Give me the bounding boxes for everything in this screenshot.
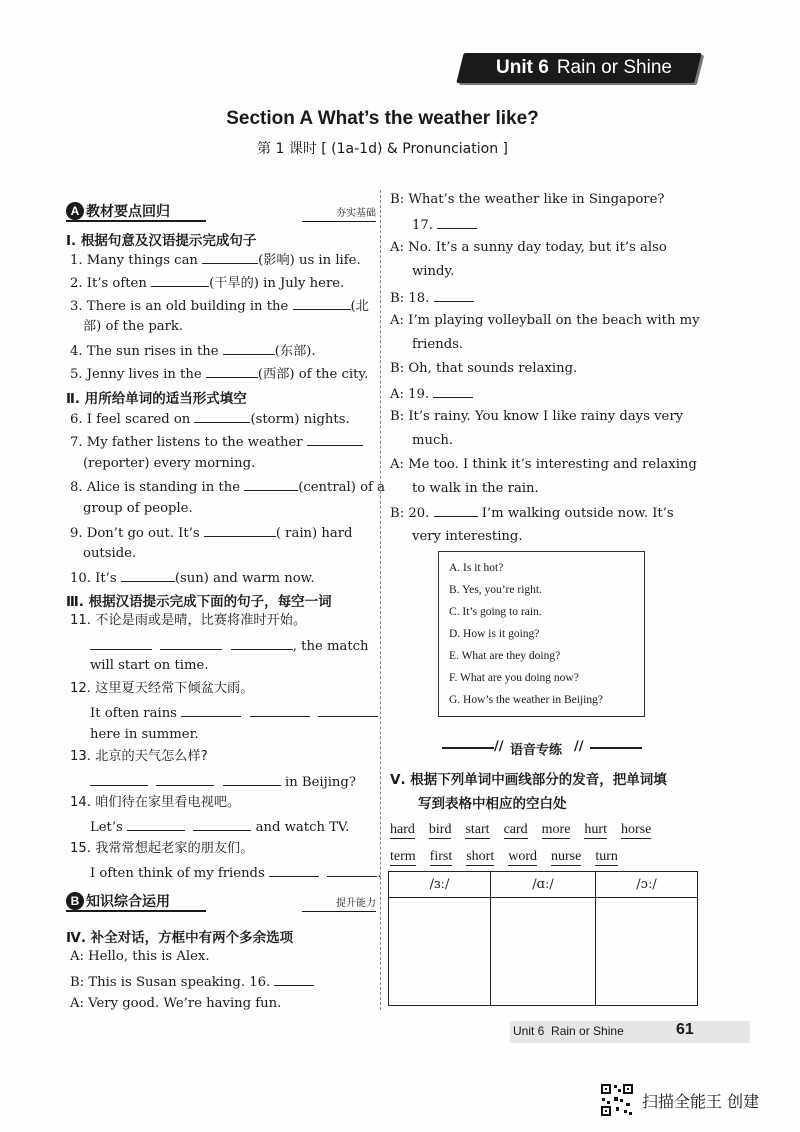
word-row-2 [390, 845, 632, 866]
dialogue-line-10: B: It’s rainy. You know I like rainy days very [390, 409, 684, 424]
dialogue-line-12-cont: very interesting. [412, 529, 523, 544]
section-2-heading: Ⅱ. 用所给单词的适当形式填空 [66, 391, 247, 407]
word: word [508, 849, 537, 864]
dialogue-line-5-cont: windy. [412, 264, 455, 279]
section-4-heading: Ⅳ. 补全对话，方框中有两个多余选项 [66, 930, 294, 946]
option-a: A. Is it hot? [449, 562, 504, 574]
word: term [390, 849, 416, 864]
column-header-ar: /ɑː/ [490, 872, 595, 898]
footer-unit: Unit 6 Rain or Shine [513, 1024, 624, 1038]
part-a-title: A 教材要点回归 夯实基础 [66, 200, 376, 222]
question-14-blanks: Let’s and watch TV. [90, 817, 349, 836]
section-title: Section A What’s the weather like? [226, 108, 539, 129]
dialogue-line-9: A: 19. [390, 384, 473, 403]
qr-code-icon [600, 1083, 634, 1117]
phonetics-table [388, 871, 698, 1006]
options-box [438, 551, 645, 717]
question-12: 12. 这里夏天经常下倾盆大雨。 [70, 681, 254, 696]
word: hurt [584, 822, 607, 837]
dialogue-line-2: B: This is Susan speaking. 16. [70, 972, 314, 991]
option-d: D. How is it going? [449, 628, 540, 640]
dialogue-line-5: A: No. It’s a sunny day today, but it’s also [390, 240, 667, 255]
question-9: 9. Don’t go out. It’s ( rain) hard [70, 523, 352, 542]
word-row-1 [390, 818, 665, 839]
word: horse [620, 822, 652, 837]
dialogue-line-3: A: Very good. We’re having fun. [70, 996, 282, 1011]
option-g: G. How’s the weather in Beijing? [449, 694, 603, 706]
word: short [466, 849, 495, 864]
answer-cell[interactable] [490, 898, 595, 1006]
question-3: 3. There is an old building in the (北 [70, 296, 369, 315]
option-f: F. What are you doing now? [449, 672, 579, 684]
answer-cell[interactable] [596, 898, 698, 1006]
dialogue-line-10-cont: much. [412, 433, 454, 448]
column-divider [380, 190, 381, 1010]
question-11-blanks: , the match [90, 636, 369, 655]
question-11: 11. 不论是雨或是晴，比赛将准时开始。 [70, 613, 307, 628]
section-5-heading-cont: 写到表格中相应的空白处 [418, 796, 567, 812]
dialogue-line-12: B: 20. I’m walking outside now. It’s [390, 503, 674, 522]
dialogue-line-4: B: What’s the weather like in Singapore? [390, 192, 665, 207]
question-8: 8. Alice is standing in the (central) of a [70, 477, 385, 496]
word: hard [390, 822, 415, 837]
question-13: 13. 北京的天气怎么样? [70, 749, 208, 764]
question-5: 5. Jenny lives in the (西部) of the city. [70, 364, 368, 383]
dialogue-line-8: B: Oh, that sounds relaxing. [390, 361, 578, 376]
question-14: 14. 咱们待在家里看电视吧。 [70, 795, 241, 810]
answer-cell[interactable] [389, 898, 491, 1006]
question-15-blanks: I often think of my friends . [90, 863, 382, 882]
question-12-blanks: It often rains [90, 703, 378, 722]
part-a-badge: A [66, 202, 84, 220]
option-b: B. Yes, you’re right. [449, 584, 542, 596]
section-1-heading: Ⅰ. 根据句意及汉语提示完成句子 [66, 233, 257, 249]
question-13-blanks: in Beijing? [90, 772, 356, 791]
question-10: 10. It’s (sun) and warm now. [70, 568, 315, 587]
question-3-cont: 部) of the park. [83, 319, 184, 334]
lesson-subtitle: 第 1 课时 [ (1a-1d) & Pronunciation ] [257, 141, 508, 157]
question-12-cont: here in summer. [90, 727, 199, 742]
pronunciation-banner: // 语音专练 // [442, 739, 642, 755]
word: start [465, 822, 490, 837]
word: turn [595, 849, 618, 864]
dialogue-line-7: A: I’m playing volleyball on the beach with my [390, 313, 700, 328]
unit-title: Unit 6 Rain or Shine [496, 57, 672, 78]
section-3-heading: Ⅲ. 根据汉语提示完成下面的句子，每空一词 [66, 594, 332, 610]
part-b-badge: B [66, 892, 84, 910]
question-4: 4. The sun rises in the (东部). [70, 341, 316, 360]
column-header-or: /ɔː/ [596, 872, 698, 898]
question-6: 6. I feel scared on (storm) nights. [70, 409, 350, 428]
section-5-heading: Ⅴ. 根据下列单词中画线部分的发音，把单词填 [390, 772, 667, 788]
dialogue-blank-17: 17. [412, 215, 477, 234]
word: nurse [551, 849, 582, 864]
word: more [541, 822, 571, 837]
word: card [503, 822, 528, 837]
question-15: 15. 我常常想起老家的朋友们。 [70, 841, 254, 856]
dialogue-line-11: A: Me too. I think it’s interesting and relaxing [390, 457, 697, 472]
question-2: 2. It’s often (干旱的) in July here. [70, 273, 344, 292]
part-b-title: B 知识综合运用 提升能力 [66, 890, 376, 912]
question-8-cont: group of people. [83, 501, 193, 516]
page-number: 61 [676, 1021, 694, 1038]
question-7: 7. My father listens to the weather [70, 432, 363, 451]
word: first [429, 849, 453, 864]
column-header-er: /ɜː/ [389, 872, 491, 898]
dialogue-line-7-cont: friends. [412, 337, 464, 352]
question-11-cont: will start on time. [90, 658, 209, 673]
option-e: E. What are they doing? [449, 650, 561, 662]
scanner-watermark: 扫描全能王 创建 [642, 1092, 760, 1111]
question-9-cont: outside. [83, 546, 137, 561]
dialogue-line-11-cont: to walk in the rain. [412, 481, 539, 496]
dialogue-line-1: A: Hello, this is Alex. [70, 949, 210, 964]
option-c: C. It’s going to rain. [449, 606, 542, 618]
question-1: 1. Many things can (影响) us in life. [70, 250, 361, 269]
question-7-cont: (reporter) every morning. [83, 456, 256, 471]
word: bird [428, 822, 452, 837]
dialogue-line-6: B: 18. [390, 288, 474, 307]
